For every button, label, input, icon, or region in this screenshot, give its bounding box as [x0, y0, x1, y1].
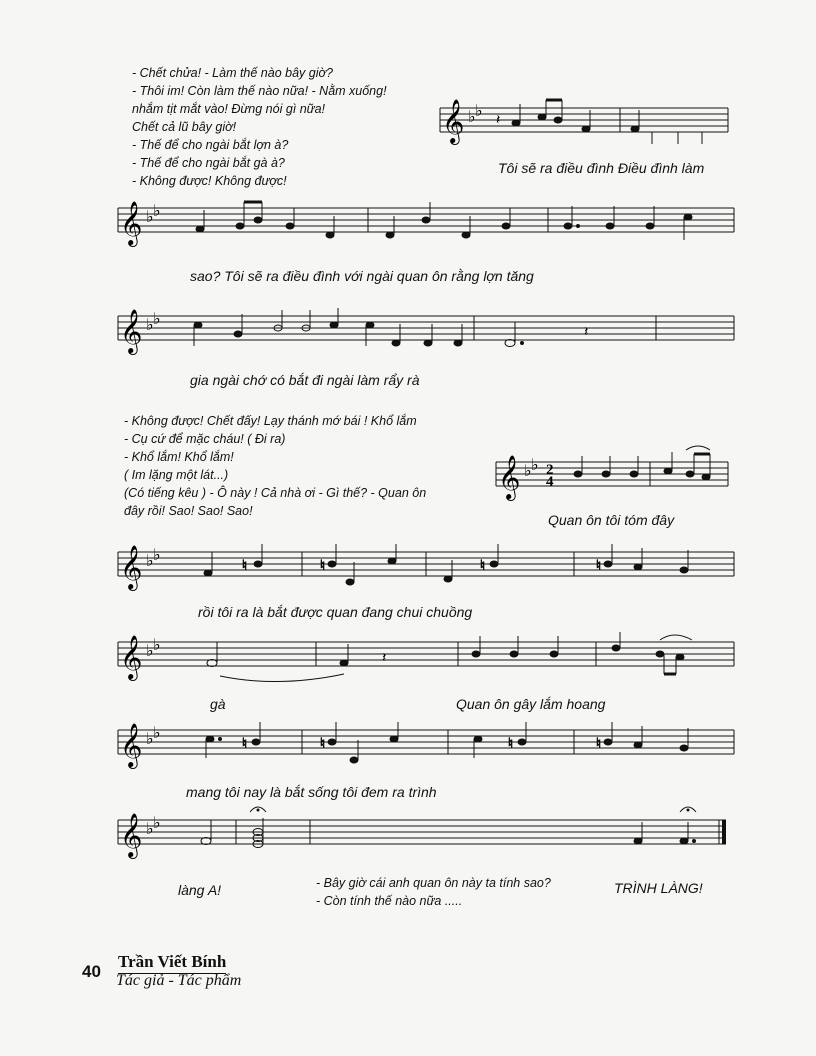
svg-text:♮: ♮: [242, 557, 248, 573]
author-name: Trần Viết Bính: [118, 952, 226, 974]
svg-text:♭: ♭: [153, 547, 161, 564]
svg-text:♭: ♭: [524, 463, 532, 480]
svg-text:𝄞: 𝄞: [498, 455, 521, 499]
svg-text:𝄽: 𝄽: [382, 649, 387, 665]
time-signature: 2: [546, 462, 554, 478]
music-staff-5: [108, 540, 736, 600]
treble-clef-icon: 𝄞: [442, 99, 465, 143]
svg-text:♭: ♭: [153, 637, 161, 654]
svg-text:♮: ♮: [320, 557, 326, 573]
dialogue-line: - Thế để cho ngài bắt gà à?: [132, 156, 285, 170]
dialogue-middle: [124, 412, 426, 520]
svg-text:♭: ♭: [153, 815, 161, 832]
svg-text:♭: ♭: [146, 643, 154, 660]
dialogue-line: - Cụ cứ để mặc cháu! ( Đi ra): [124, 432, 286, 446]
dialogue-line: - Khổ lắm! Khổ lắm!: [124, 450, 234, 464]
lyrics-line-1: Tôi sẽ ra điều đình Điều đình làm: [498, 160, 705, 176]
svg-text:♮: ♮: [242, 735, 248, 751]
svg-text:♭: ♭: [475, 101, 483, 120]
page-number: 40: [82, 962, 101, 981]
ending-text: TRÌNH LÀNG!: [614, 880, 703, 896]
svg-text:♭: ♭: [153, 203, 161, 220]
svg-text:♭: ♭: [531, 457, 539, 474]
svg-text:4: 4: [546, 474, 554, 490]
svg-text:𝄽: 𝄽: [496, 111, 501, 127]
flat-icon: ♭: [468, 107, 476, 126]
dialogue-line: - Còn tính thế nào nữa .....: [316, 894, 463, 908]
dialogue-line: Chết cả lũ bây giờ!: [132, 120, 237, 134]
lyrics-line-8: làng A!: [178, 882, 222, 898]
dialogue-line: (Có tiếng kêu ) - Ô này ! Cả nhà ơi - Gì thế? - Quan ôn: [124, 486, 427, 500]
music-staff-1: [430, 92, 730, 152]
lyrics-line-5: rồi tôi ra là bắt được quan đang chui chuồng: [198, 604, 473, 620]
svg-text:♭: ♭: [146, 209, 154, 226]
lyrics-line-2: sao? Tôi sẽ ra điều đình với ngài quan ôn rằng lợn tăng: [190, 268, 534, 284]
music-staff-3: [108, 304, 736, 364]
music-staff-6: [108, 630, 736, 690]
dialogue-top: [132, 64, 387, 190]
lyrics-line-7: mang tôi nay là bắt sống tôi đem ra trình: [186, 784, 437, 800]
lyrics-line-6a: gà: [210, 696, 226, 712]
svg-text:♮: ♮: [596, 735, 602, 751]
music-staff-8: [108, 804, 736, 864]
dialogue-line: nhắm tịt mắt vào! Đừng nói gì nữa!: [132, 102, 326, 116]
svg-text:♭: ♭: [146, 553, 154, 570]
svg-text:𝄞: 𝄞: [120, 813, 143, 857]
dialogue-line: - Chết chửa! - Làm thế nào bây giờ?: [132, 66, 334, 80]
dialogue-bottom: [316, 874, 551, 910]
svg-text:♮: ♮: [508, 735, 514, 751]
music-staff-7: [108, 718, 736, 778]
dialogue-line: đây rồi! Sao! Sao! Sao!: [124, 504, 253, 518]
svg-text:♮: ♮: [320, 735, 326, 751]
dialogue-line: ( Im lặng một lát...): [124, 468, 229, 482]
svg-text:𝄞: 𝄞: [120, 545, 143, 589]
svg-text:𝄞: 𝄞: [120, 635, 143, 679]
svg-text:𝄽: 𝄽: [584, 323, 589, 339]
dialogue-line: - Thế để cho ngài bắt lợn à?: [132, 138, 289, 152]
svg-text:♭: ♭: [146, 317, 154, 334]
dialogue-line: - Bây giờ cái anh quan ôn này ta tính sao?: [316, 876, 551, 890]
music-staff-2: [108, 196, 736, 256]
svg-text:♮: ♮: [596, 557, 602, 573]
svg-text:𝄞: 𝄞: [120, 723, 143, 767]
book-title: Tác giả - Tác phẩm: [116, 972, 242, 989]
svg-text:♭: ♭: [153, 725, 161, 742]
svg-text:𝄞: 𝄞: [120, 309, 143, 353]
dialogue-line: - Không được! Không được!: [132, 174, 287, 188]
svg-text:♭: ♭: [146, 821, 154, 838]
dialogue-line: - Thôi im! Còn làm thế nào nữa! - Nằm xuống!: [132, 84, 387, 98]
dialogue-line: - Không được! Chết đấy! Lạy thánh mớ bái ! Khổ lắm: [124, 414, 417, 428]
svg-text:𝄞: 𝄞: [120, 201, 143, 245]
music-staff-4: [490, 446, 730, 506]
lyrics-line-3: gia ngài chớ có bắt đi ngài làm rẩy rà: [190, 372, 420, 388]
svg-text:♮: ♮: [480, 557, 486, 573]
lyrics-line-6b: Quan ôn gây lắm hoang: [456, 696, 606, 712]
svg-text:♭: ♭: [146, 731, 154, 748]
lyrics-line-4: Quan ôn tôi tóm đây: [548, 512, 675, 528]
svg-text:♭: ♭: [153, 311, 161, 328]
